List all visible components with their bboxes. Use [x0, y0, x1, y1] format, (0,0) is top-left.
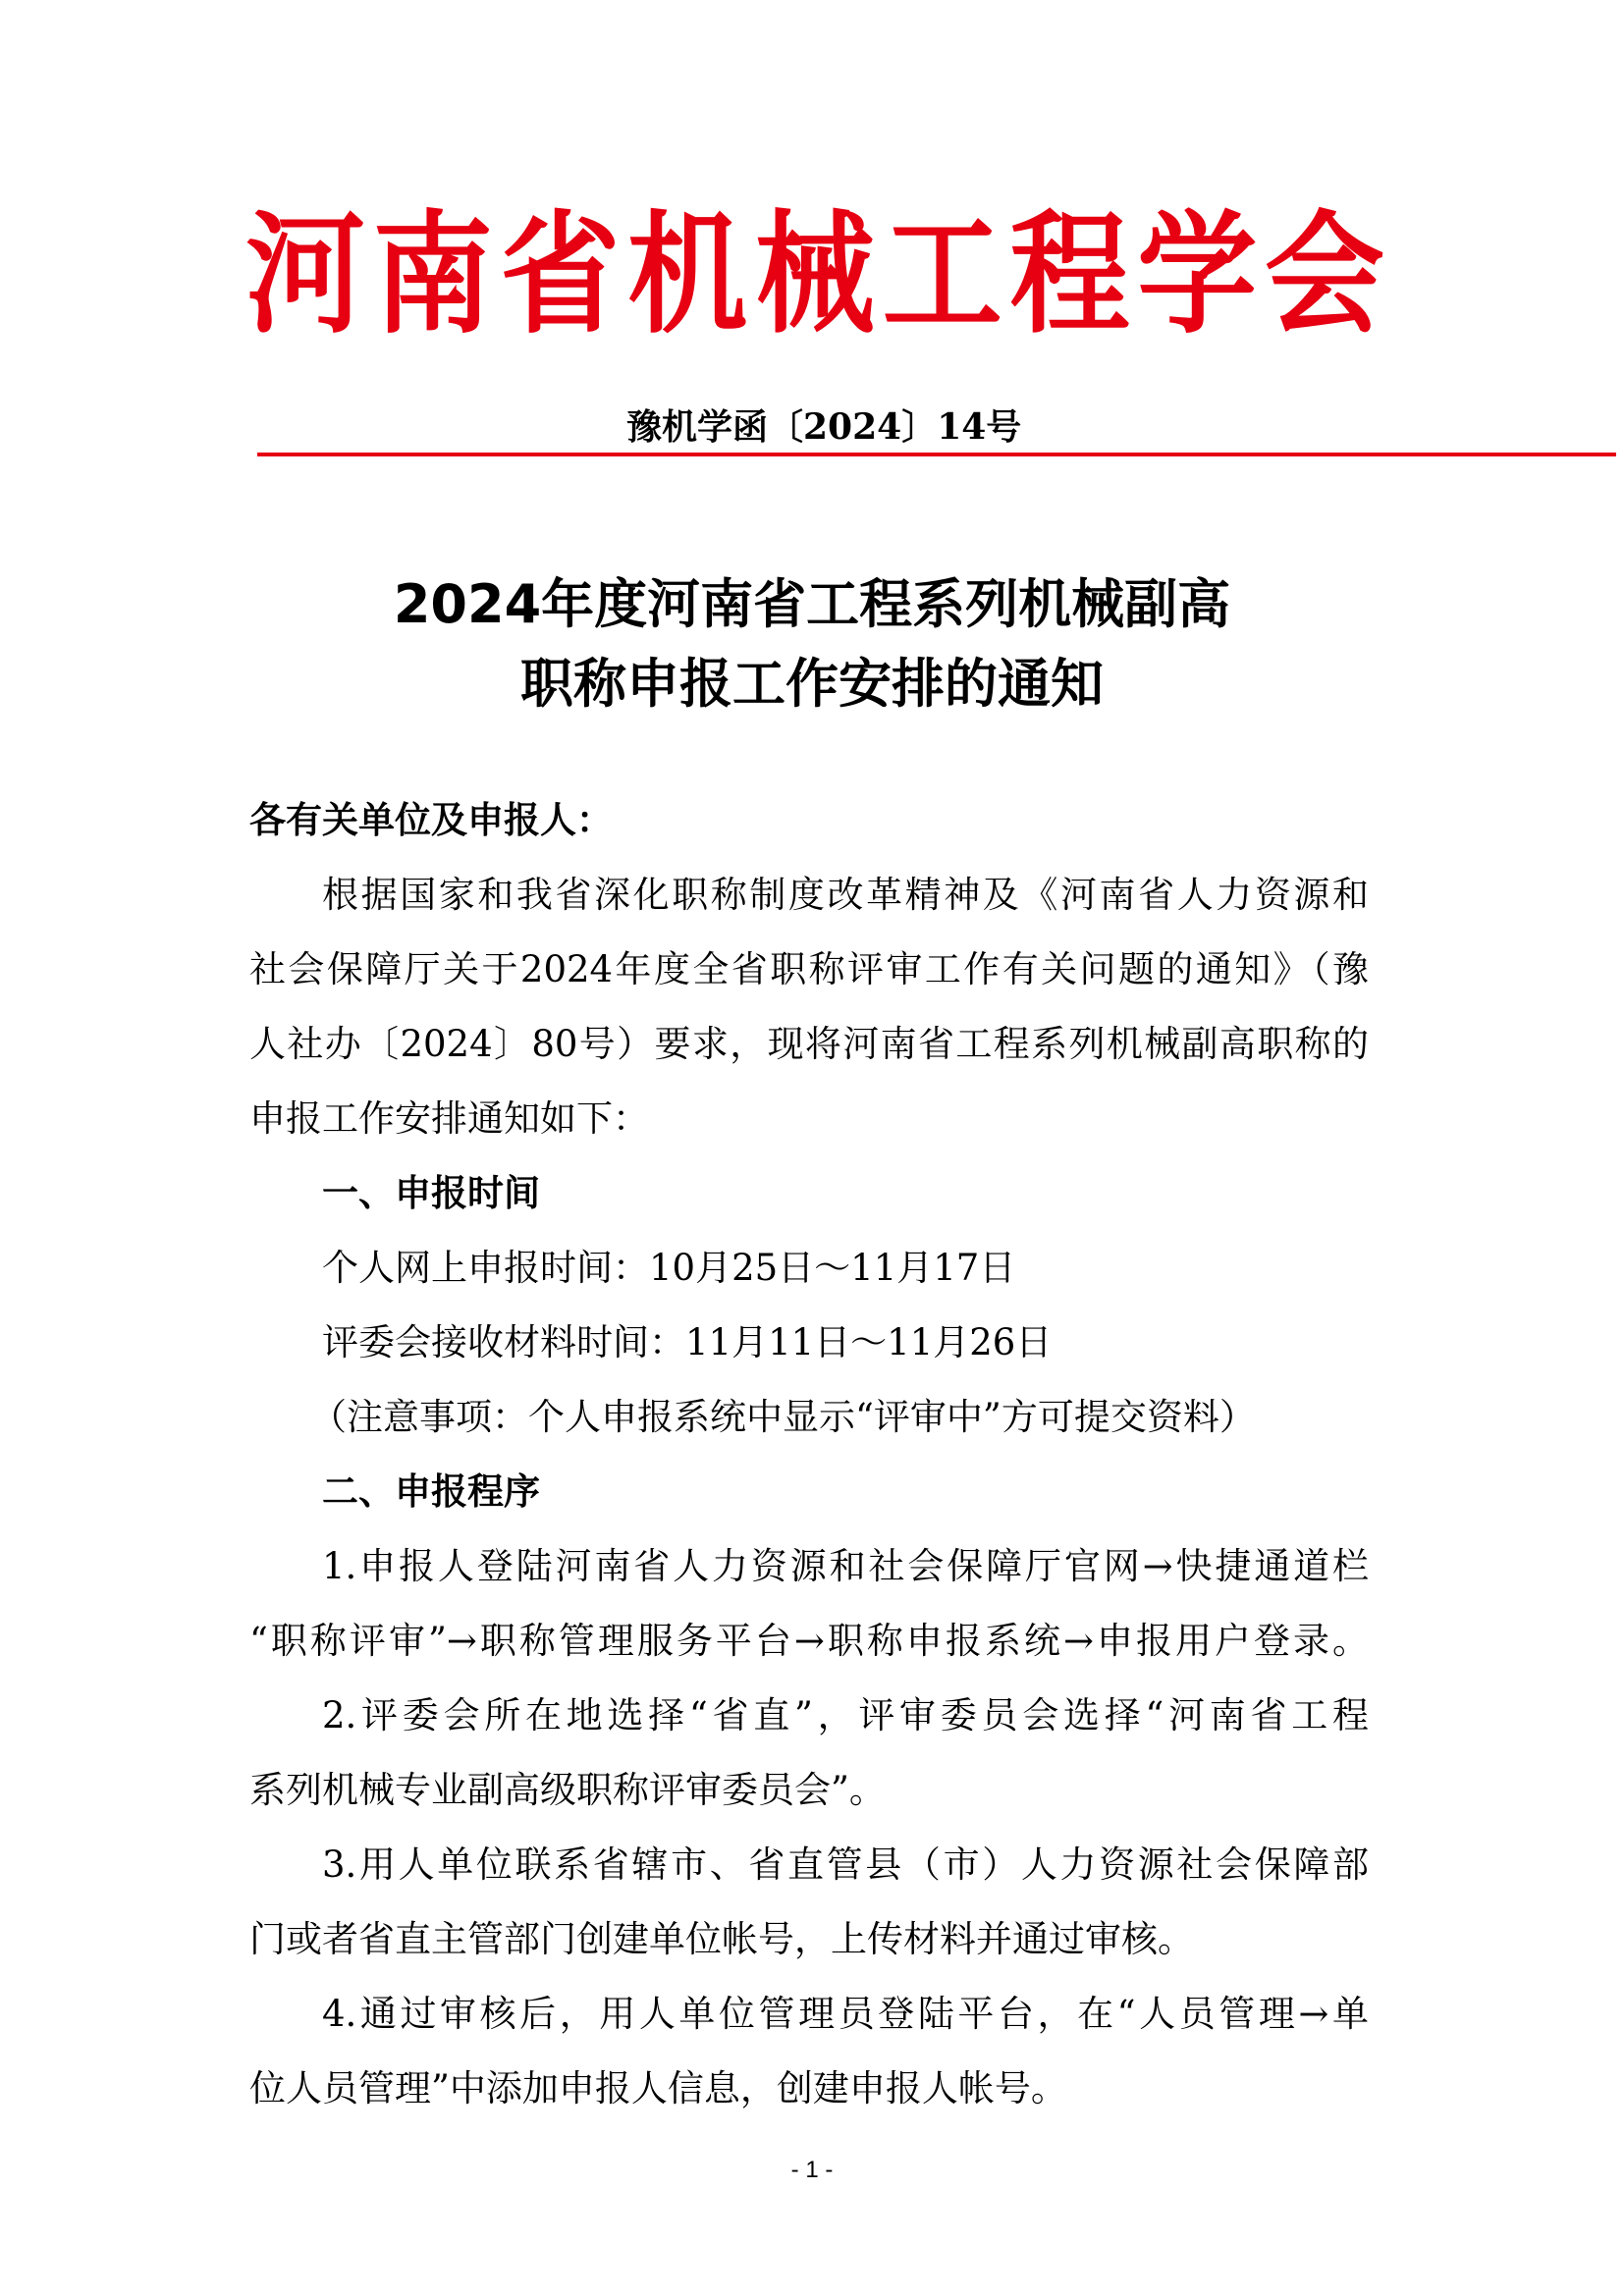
document-number: 豫机学函〔2024〕14号	[626, 406, 1022, 448]
procedure-item-line: 3.用人单位联系省辖市、省直管县（市）人力资源社会保障部	[322, 1843, 1369, 1886]
paragraph-line: 社会保障厅关于2024年度全省职称评审工作有关问题的通知》（豫	[249, 948, 1369, 990]
org-char: 会	[1265, 197, 1384, 352]
organization-name	[245, 191, 1384, 358]
org-char: 学	[1137, 197, 1258, 352]
paragraph-line: 人社办〔2024〕80号）要求，现将河南省工程系列机械副高职称的	[249, 1023, 1369, 1065]
org-char: 河	[245, 197, 365, 352]
paragraph-line: 根据国家和我省深化职称制度改革精神及《河南省人力资源和	[322, 874, 1369, 916]
paragraph-line: 申报工作安排通知如下：	[249, 1097, 649, 1140]
procedure-item-line: 位人员管理”中添加申报人信息，创建申报人帐号。	[249, 2067, 1067, 2109]
material-receipt-time: 评委会接收材料时间：11月11日～11月26日	[322, 1321, 1053, 1363]
red-divider-line	[257, 453, 1616, 456]
org-char: 机	[627, 197, 748, 352]
org-char: 工	[882, 197, 1002, 352]
notice-title-line-1: 2024年度河南省工程系列机械副高	[393, 573, 1231, 635]
org-char: 械	[755, 197, 875, 352]
org-char: 省	[500, 197, 621, 352]
salutation: 各有关单位及申报人：	[249, 799, 613, 841]
procedure-item-line: 4.通过审核后，用人单位管理员登陆平台，在“人员管理→单	[322, 1993, 1369, 2035]
section-heading-procedure: 二、申报程序	[322, 1470, 540, 1513]
procedure-item-line: 系列机械专业副高级职称评审委员会”。	[249, 1769, 886, 1811]
page-number: - 1 -	[790, 2157, 834, 2183]
notice-title-line-2: 职称申报工作安排的通知	[520, 653, 1104, 715]
procedure-item-line: 门或者省直主管部门创建单位帐号，上传材料并通过审核。	[249, 1918, 1194, 1960]
attention-note: （注意事项：个人申报系统中显示“评审中”方可提交资料）	[310, 1396, 1256, 1438]
online-application-time: 个人网上申报时间：10月25日～11月17日	[322, 1247, 1016, 1289]
org-char: 南	[372, 197, 493, 352]
section-heading-time: 一、申报时间	[322, 1172, 540, 1214]
org-char: 程	[1009, 197, 1130, 352]
procedure-item-line: 2.评委会所在地选择“省直”，评审委员会选择“河南省工程	[322, 1694, 1369, 1736]
procedure-item-line: “职称评审”→职称管理服务平台→职称申报系统→申报用户登录。	[249, 1620, 1369, 1662]
procedure-item-line: 1.申报人登陆河南省人力资源和社会保障厅官网→快捷通道栏	[322, 1545, 1369, 1587]
